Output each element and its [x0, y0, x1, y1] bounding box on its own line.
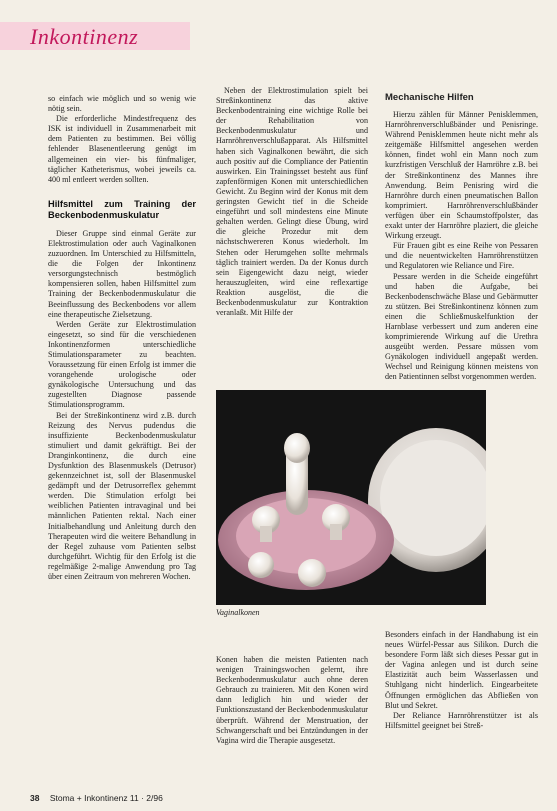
page-number: 38 — [30, 793, 40, 803]
column-2-continued — [216, 655, 368, 746]
paragraph: so einfach wie möglich und so wenig wie nötig sein. — [48, 94, 196, 114]
photo-caption: Vaginalkonen — [216, 608, 260, 617]
paragraph: Pessare werden in die Scheide eingeführt und haben die Aufgabe, bei Beckenbodenschwäche Blase und Gebärmutter zu stützen. Bei Streßinkontinenz können zum einen die Schließmuskelfunktion der Harnblase verbessert und zum anderen eine komprimierende Wirkung auf die Urethra ausgeübt werden. Pessare müssen vom Gynäkologen individuell angepaßt werden. Wechsel und Reinigung können meistens von den Patientinnen selbst vorgenommen werden. — [385, 271, 538, 382]
paragraph: Werden Geräte zur Elektrostimulation eingesetzt, so sind für die verschiedenen Inkontinenzformen unterschiedliche Stimulationsparameter zu beachten. Voraussetzung für einen Erfolg ist immer die vorangehende urologische oder gynäkologische Untersuchung und das zugestellten Diagnose passende Stimulationsprogramm. — [48, 319, 196, 410]
paragraph: Für Frauen gibt es eine Reihe von Pessaren und die neuentwickelten Harnröhrenstützen und Regulatoren wie Reliance und Fire. — [385, 241, 538, 271]
journal-name: Stoma + Inkontinenz 11 · 2/96 — [49, 793, 163, 803]
cones-illustration — [216, 390, 486, 605]
section-title: Inkontinenz — [30, 24, 139, 49]
paragraph: Bei der Streßinkontinenz wird z.B. durch Reizung des Nervus pudendus die insuffiziente Beckenbodenmuskulatur stimuliert und damit gekräftigt. Bei der Dranginkontinenz, die durch eine Dysfunktion des Blasenmuskels (Detrusor) gekennzeichnet ist, soll der Blasenmuskel gedämpft und der Detrusorreflex gehemmt werden. Die Stimulation erfolgt bei weiblichen Patienten intravaginal und bei männlichen Patienten rektal. Nach einer Initialbehandlung und Anleitung durch den Therapeuten wird die weitere Behandlung in der Regel zuhause vom Patienten selbst durchgeführt. Wichtig für den Erfolg ist die regelmäßige 2-malige Anwendung pro Tag über einen Zeitraum von mehreren Wochen. — [48, 410, 196, 582]
paragraph: Die erforderliche Mindestfrequenz des ISK ist individuell in Zusammenarbeit mit dem Patienten zu bestimmen. Bei völlig fehlender Blasenentleerung genügt im allgemeinen ein vier- bis fünfmaliger, täglicher Katheterismus, wobei jeweils ca. 400 ml entleert werden sollten. — [48, 114, 196, 184]
paragraph: Konen haben die meisten Patienten nach wenigen Trainingswochen gelernt, ihre Beckenbodenmuskulatur auch ohne deren Gebrauch zu trainieren. Mit den Konen wird dann lediglich hin und wieder der Funktionszustand der Beckenbodenmuskulatur überprüft. Während der Menstruation, der Schwangerschaft und bei Entzündungen in der Vagina wird die Therapie ausgesetzt. — [216, 655, 368, 745]
paragraph: Dieser Gruppe sind einmal Geräte zur Elektrostimulation oder auch Vaginalkonen zuzuordnen. Im Unterschied zu Hilfsmitteln, die die Folgen der Inkontinenz versorgungstechnisch bestmöglich kompensieren sollen, haben Hilfsmittel zum Training der Beckenbodenmuskulatur die Beeinflussung des Beckenbodens vor allem eine therapeutische Zielsetzung. — [48, 228, 196, 319]
column-3-continued — [385, 630, 538, 731]
vaginal-cones-photo — [216, 390, 486, 605]
column-2 — [216, 86, 368, 318]
subheading: Hilfsmittel zum Training der Beckenbodenmuskulatur — [48, 198, 196, 220]
column-3 — [385, 110, 538, 383]
subheading-mechanical-aids: Mechanische Hilfen — [385, 92, 474, 103]
column-1 — [48, 94, 196, 582]
paragraph: Neben der Elektrostimulation spielt bei Streßinkontinenz das aktive Beckenbodentraining eine wichtige Rolle bei der Rehabilitation von Beckenbodenmuskulatur und Harnröhrenverschlußapparat. Als Hilfsmittel haben sich Vaginalkonen bewährt, die sich auch positiv auf die Compliance der Patientin auswirken. Ein Trainingsset besteht aus fünf zapfenförmigen Konen mit unterschiedlichen Gewicht. Zu Beginn wird der Konus mit dem geringsten Gewicht tief in die Scheide eingeführt und soll mindestens eine Minute gehalten werden. Gelingt diese Übung, wird die gleiche Prozedur mit dem nächstschwereren Konus wiederholt. Im Stehen oder Herumgehen sollte mehrmals täglich trainiert werden. Da der Konus durch sein Eigengewicht dazu neigt, wieder herauszugleiten, wird eine reflexartige Reaktion ausgelöst, die die Beckenbodenmuskulatur zur Kontraktion veranlaßt. Mit Hilfe der — [216, 86, 368, 318]
page-footer — [30, 793, 163, 803]
paragraph: Besonders einfach in der Handhabung ist ein neues Würfel-Pessar aus Silikon. Durch die besondere Form läßt sich dieses Pessar gut in der Vagina anlegen und ist durch seine Elastizität auch beim Wasserlassen und Stuhlgang nicht hinderlich. Eingearbeitete Öffnungen ermöglichen das Abfließen von Blut und Sekret. — [385, 630, 538, 710]
paragraph: Hierzu zählen für Männer Penisklemmen, Harnröhrenverschlußbänder und Penisringe. Während Penisklemmen heute nicht mehr als zeitgemäße Hilfsmittel angesehen werden können, findet wohl ein Mann noch zum kurzfristigen Verschluß der Harnröhre z.B. bei der Streßinkontinenz des Mannes ihre Anwendung. Beim Penisring wird die Harnröhre durch einen pneumatischen Ballon komprimiert. Harnröhrenverschlußbänder verfügen über ein Schaumstoffpolster, das exakt unter der Harnröhre plaziert, die gleiche Wirkung erzeugt. — [385, 110, 538, 241]
paragraph: Der Reliance Harnröhrenstützer ist als Hilfsmittel geeignet bei Streß- — [385, 710, 538, 730]
